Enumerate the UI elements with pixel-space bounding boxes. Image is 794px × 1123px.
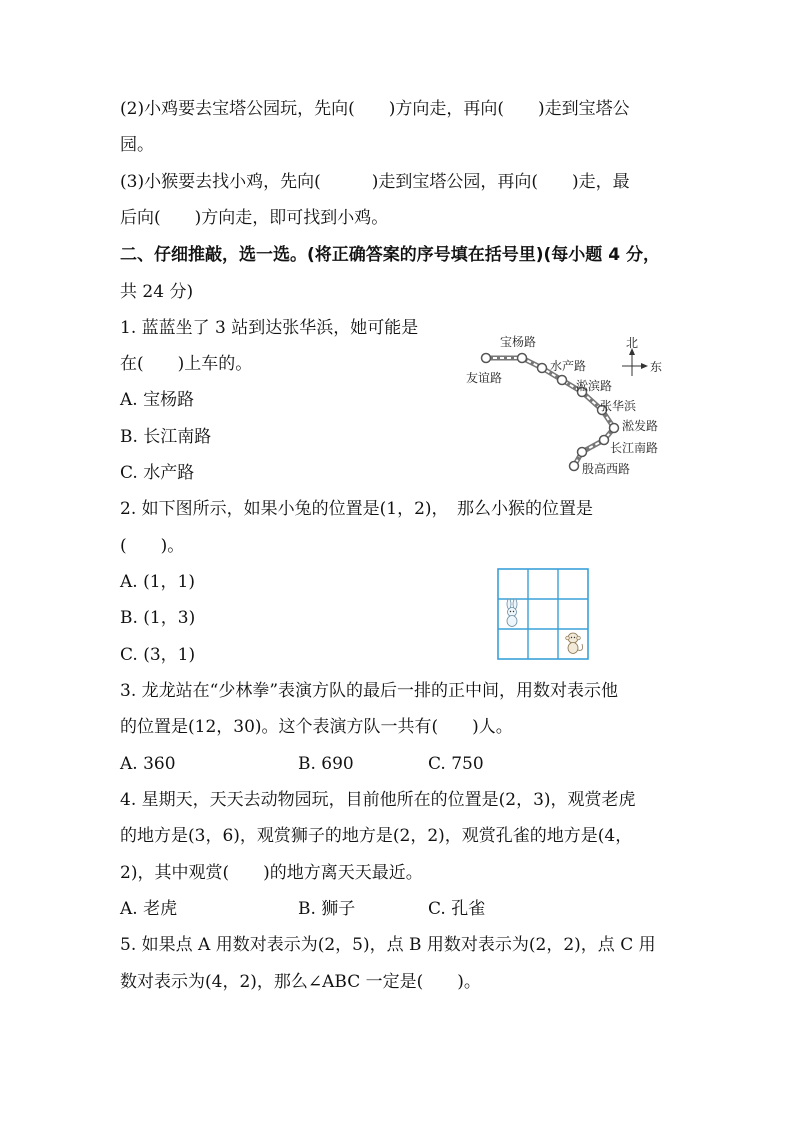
- station-marker: [600, 436, 609, 445]
- station-label-changjiangnan: 长江南路: [610, 441, 659, 455]
- question-1-option-a: A. 宝杨路: [120, 390, 195, 410]
- question-2-line1: 2. 如下图所示，如果小兔的位置是(1，2)， 那么小猴的位置是: [120, 499, 594, 519]
- question-3-option-c: C. 750: [428, 754, 484, 774]
- metro-line-map: [464, 330, 674, 480]
- q1-part3-line1: (3)小猴要去找小鸡，先向( )走到宝塔公园，再向( )走，最: [120, 172, 630, 192]
- question-4-line3: 2)，其中观赏( )的地方离天天最近。: [120, 863, 423, 883]
- question-4-option-c: C. 孔雀: [428, 899, 486, 919]
- question-4-option-b: B. 狮子: [298, 899, 356, 919]
- station-label-shuichan: 水产路: [550, 359, 587, 373]
- station-label-zhanghuabang: 张华浜: [600, 399, 637, 413]
- compass-east-label: 东: [650, 360, 663, 374]
- question-1-line2: 在( )上车的。: [120, 354, 253, 374]
- q1-part2-line2: 园。: [120, 135, 154, 155]
- station-marker: [610, 424, 619, 433]
- station-marker: [558, 376, 567, 385]
- section-heading-line1: 二、仔细推敲，选一选。(将正确答案的序号填在括号里)(每小题 4 分，: [120, 245, 660, 265]
- question-2-line2: ( )。: [120, 536, 185, 556]
- station-marker: [482, 354, 491, 363]
- station-marker: [518, 354, 527, 363]
- question-2-option-b: B. (1，3): [120, 608, 196, 628]
- question-3-line2: 的位置是(12，30)。这个表演方队一共有( )人。: [120, 717, 513, 737]
- section-heading-line2: 共 24 分): [120, 282, 194, 302]
- question-3-option-a: A. 360: [120, 754, 176, 774]
- question-1-option-c: C. 水产路: [120, 463, 195, 483]
- question-2-option-c: C. (3，1): [120, 645, 196, 665]
- question-5-line2: 数对表示为(4，2)，那么∠ABC 一定是( )。: [120, 972, 481, 992]
- station-marker: [578, 448, 587, 457]
- question-5-line1: 5. 如果点 A 用数对表示为(2，5)，点 B 用数对表示为(2，2)，点 C 用: [120, 935, 656, 955]
- q1-part3-line2: 后向( )方向走，即可找到小鸡。: [120, 208, 389, 228]
- station-label-songbin: 淞滨路: [576, 379, 613, 393]
- q1-part2-line1: (2)小鸡要去宝塔公园玩，先向( )方向走，再向( )走到宝塔公: [120, 99, 630, 119]
- question-3-option-b: B. 690: [298, 754, 354, 774]
- station-label-youyi: 友谊路: [466, 371, 503, 385]
- station-marker: [538, 364, 547, 373]
- position-grid: [497, 568, 589, 660]
- station-marker: [570, 462, 579, 471]
- compass-north-label: 北: [626, 336, 639, 350]
- question-3-line1: 3. 龙龙站在“少林拳”表演方队的最后一排的正中间，用数对表示他: [120, 681, 619, 701]
- question-4-line2: 的地方是(3，6)，观赏狮子的地方是(2，2)，观赏孔雀的地方是(4，: [120, 826, 633, 846]
- question-4-option-a: A. 老虎: [120, 899, 178, 919]
- station-label-songfa: 淞发路: [622, 419, 659, 433]
- question-2-option-a: A. (1，1): [120, 572, 195, 592]
- station-label-yingaoxi: 殷高西路: [582, 462, 631, 476]
- question-4-line1: 4. 星期天，天天去动物园玩，目前他所在的位置是(2，3)，观赏老虎: [120, 790, 636, 810]
- question-1-option-b: B. 长江南路: [120, 427, 212, 447]
- question-1-line1: 1. 蓝蓝坐了 3 站到达张华浜，她可能是: [120, 318, 419, 338]
- compass-icon: [622, 348, 648, 376]
- station-label-baoyang: 宝杨路: [500, 335, 537, 349]
